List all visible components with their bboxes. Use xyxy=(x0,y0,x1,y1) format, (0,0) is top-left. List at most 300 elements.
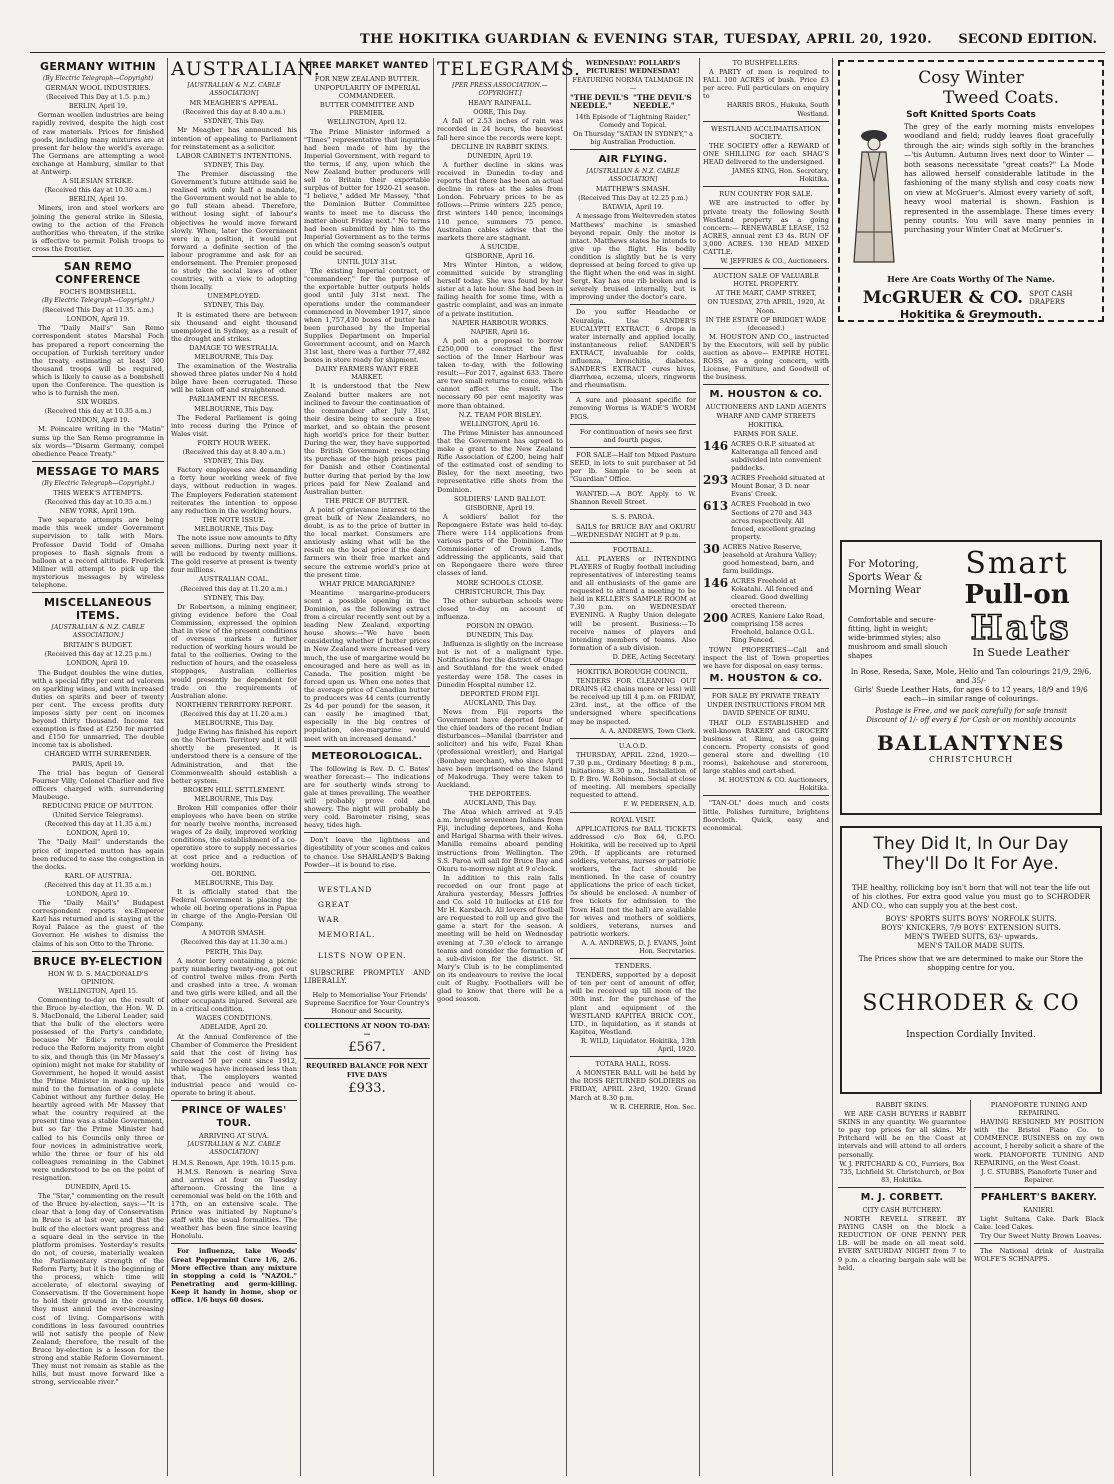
notice-text: THURSDAY, APRIL 22nd, 1920:—7.30 p.m., Ordinary Meeting; 8 p.m., Initiations; 8.30 p.m., Installation of D. P. Bro. W. Robinson. Social at close of meeting. All members specially requested to attend. xyxy=(570,750,696,800)
article-head: A MOTOR SMASH. xyxy=(201,929,267,938)
article-head: HOKITIKA BOROUGH COUNCIL. xyxy=(576,668,690,676)
article-head: NORTHERN TERRITORY REPORT. xyxy=(175,700,293,709)
mcgruer-brand xyxy=(848,288,1094,308)
divider xyxy=(570,542,696,543)
dateline: On Thursday "SATAN IN SYDNEY," a big Australian Production. xyxy=(573,129,693,146)
notice-text: ALL PLAYERS or INTENDING PLAYERS of Rugby football including representatives of interesting teams and all enthusiasts of the game are requested to attend a meeting to be held in KELLER'S SAMPLE ROOM at 7.30 p.m. on WEDNESDAY EVENING. A Rugby Union delegate will be present. Business:—To receive names of players and intending members of teams. Also formation of a sub division. xyxy=(570,554,696,652)
column-free-market xyxy=(304,58,430,1476)
article-body: The Prime Minister has announced that the Government has agreed to make a grant to the New Zealand Rifle Association of £200, being half of the estimated cost of sending to Bisley, for the next meeting, two representative rifle shots from the Dominion. xyxy=(437,428,563,494)
heading: AUSTRALIAN. xyxy=(171,58,321,80)
advert-subtitle: Soft Knitted Sports Coats xyxy=(906,110,1036,120)
article-head: NAPIER HARBOUR WORKS. xyxy=(451,318,549,327)
dateline: H.M.S. Renown, Apr. 19th. 10.15 p.m. xyxy=(172,1158,296,1167)
dateline: MELBOURNE, This Day. xyxy=(194,878,274,887)
hats-big-line: Pull-on xyxy=(964,580,1070,610)
dateline: NEW YORK, April 19th. xyxy=(59,507,137,516)
notice-text: TOWN PROPERTIES—Call and inspect the list of Town properties we have for disposal on easy terms. xyxy=(703,646,829,671)
article-body: German woollen industries are being rapidly revived, despite the high cost of raw materials. Prices for finished goods, including many mixtures are at present far below the world's average. The Germans are attempting a wool exchange at Hamburg, similar to that at Antwerp. xyxy=(32,111,164,177)
signature: J. C. STUBBS, Pianoforte Tuner and Repairer. xyxy=(981,1167,1097,1184)
dateline: PARIS, April 19. xyxy=(72,759,124,768)
article-head: AUCTION SALE OF VALUABLE HOTEL PROPERTY. xyxy=(713,272,819,289)
advert-cta: Inspection Cordially Invited. xyxy=(906,1030,1036,1040)
hats-colours: In Rose, Reseda, Saxe, Mole, Helio and Tan colourings 21/9, 29/6, and 35/- xyxy=(850,667,1092,685)
article-head: SIX WORDS. xyxy=(76,398,120,407)
required-label: REQUIRED BALANCE FOR NEXT FIVE DAYS xyxy=(306,1062,428,1079)
dateline: BERLIN, April 19. xyxy=(68,102,128,111)
subheading: [AUSTRALIAN & N.Z. CABLE ASSOCIATION] xyxy=(187,82,281,98)
subheading: [AUSTRALIAN & N.Z. CABLE ASSOCIATION.] xyxy=(51,624,145,640)
article-body: It is understood that the New Zealand butter makers are not inclined to favour the continuation of the commandeer after July 31st, their desire being to secure a free market, and so obtain the present high world's price for their butter. During the war, they have supported the British Government respecting its purchase of the high prices paid for Danish and other Continental butter during that period by the low prices paid for New Zealand and Australian butter. xyxy=(304,382,430,496)
article-head: DAMAGE TO WESTRALIA. xyxy=(189,343,279,352)
divider xyxy=(171,1243,297,1244)
dateline: WELLINGTON, April 15. xyxy=(58,986,138,995)
article-head: MORE SCHOOLS CLOSE. xyxy=(456,578,544,587)
memorial-subscribe: SUBSCRIBE PROMPTLY AND LIBERALLY. xyxy=(304,968,430,985)
dateline: SYDNEY, This Day. xyxy=(203,160,265,169)
divider xyxy=(304,832,430,833)
brand-tag: SPOT CASH DRAPERS xyxy=(1029,290,1073,306)
article-body: The "Daily Mail" understands the price of imported mutton has again been reduced to ease the congestion in the docks. xyxy=(32,838,164,871)
article-body: A motor lorry containing a picnic party numbering twenty-one, got out of control twelve miles from Perth and crashed into a tree. A woman and two girls were killed, and all the other occupants injured. Several are in a critical condition. xyxy=(171,956,297,1014)
column-rule xyxy=(167,58,168,1476)
advert-title: They Did It, In Our Day xyxy=(873,834,1069,854)
brand-name: BALLANTYNES xyxy=(877,731,1065,755)
brand-name: SCHRODER & CO xyxy=(862,991,1080,1016)
dateline: (Received This Day at 1.5. p.m.) xyxy=(46,93,150,102)
article-head: THE NOTE ISSUE. xyxy=(202,515,266,524)
article-head: UNPOPULARITY OF IMPERIAL COMMANDEER. xyxy=(314,84,420,101)
column-auctions xyxy=(703,58,829,1476)
divider xyxy=(703,688,829,689)
article-body: The Prime Minister informed a "Times" representative that inquiries had been made of him by the Imperial Government, with regard to the terms, if any, upon which the New Zealand butter producers will sell to Britain their exportable surplus of butter for 1920-21 season. "I believe," added Mr Massey, "that the Dominion Butter Committee wants to meet me to discuss the matter about Friday next." No terms had been submitted by him to the Imperial Government as to the terms on which the coming season's output could be secured. xyxy=(304,127,430,257)
article-body: It is estimated there are between six thousand and eight thousand unemployed in Sydney, as a result of the drought and strikes. xyxy=(171,310,297,343)
heading: M. HOUSTON & CO. xyxy=(709,673,823,685)
article-body: Judge Ewing has finished his report on the Northern Territory and it will shortly be presented. It is understood there is a censure of the Administration, and that the Commonwealth should establish a better system. xyxy=(171,728,297,785)
farm-lot xyxy=(703,577,829,609)
dateline: 14th Episode of "Lightning Raider," Comedy and Topical. xyxy=(575,112,691,129)
advert-text: The grey of the early morning mists envelopes woodland and field; ruddy leaves float gracefully through the air; winds sigh softly in the branches—'tis Autumn. Autumn lives next door to Winter — both seasons necessitate "great coats?" La Mode has allowed herself considerable latitude in the fashioning of the many stylish and cosy coats now on view at McGruer's. Almost every variety of soft, heavy wool material is shown. Fashion is represented in the assemblage. These times every penny counts. You will save many pennies in purchasing your Winter Coat at McGruer's. xyxy=(904,122,1094,235)
notice-text: THE SOCIETY offer a REWARD of ONE SHILLING for each SHAG'S HEAD delivered to the undersigned. xyxy=(703,141,829,167)
dateline: GISBORNE, April 16. xyxy=(465,251,535,260)
article-body: The Budget doubles the wine duties, with a special fifty per cent ad valorem on sparkling wines, and with increased duties on spirits and beer of twenty per cent. The excess profits duty imposes sixty per cent on incomes beyond thirty thousand. Income tax exemption is fixed at £250 for married and £150 for unmarried. The double income tax is abolished. xyxy=(32,668,164,750)
article-body: At the Annual Conference of the Chamber of Commerce the President said that the cost of living has increased 50 per cent since 1912, while wages have increased less than that. The employers wanted industrial peace and would co-operate to bring it about. xyxy=(171,1032,297,1098)
hats-desc: Comfortable and secure-fitting, light in weight; wide-brimmed styles; also mushroom and small slouch shapes xyxy=(848,616,948,660)
notice-text: TENDERS, supported by a deposit of ten per cent of amount of offer, will be received up till noon of the 30th inst. for the purchase of the plant and equipment of the WESTLAND KAPITEA BRICK COY., LTD., in liquidation, as it stands at Kapitea, Westland. xyxy=(570,971,696,1036)
dateline: SYDNEY, This Day. xyxy=(203,117,265,126)
memorial-line: WAR xyxy=(318,914,340,924)
article-body: Influenza is slightly on the increase but is not of a malignant type. Notifications for the district of Otago and Southland for the week ended yesterday were 158. The cases in Dunedin Hospital number 12. xyxy=(437,640,563,689)
article-head: FOOTBALL. xyxy=(612,545,654,554)
hats-suede: In Suede Leather xyxy=(972,646,1070,659)
divider xyxy=(32,951,164,952)
notice-text: Try Our Sweet Nutty Brown Loaves. xyxy=(980,1232,1102,1241)
divider xyxy=(974,1187,1104,1188)
notice-text: SAILS for BRUCE BAY and OKURU—WEDNESDAY NIGHT at 9 p.m. xyxy=(570,522,696,539)
article-head: DECLINE IN RABBIT SKINS. xyxy=(451,142,549,151)
signature: W. JEFFRIES & CO., Auctioneers. xyxy=(720,257,829,266)
divider xyxy=(703,121,829,122)
notice-text: WANTED.—A BOY. Apply to W. Shannon Revell Street. xyxy=(570,490,696,507)
dateline: (Received this day at 11.30 a.m.) xyxy=(180,938,288,947)
article-head: POISON IN OPAGO. xyxy=(466,622,534,630)
article-head: THE PRICE OF BUTTER. xyxy=(324,496,410,505)
article-head: N.Z. TEAM FOR BISLEY. xyxy=(458,410,542,419)
farm-lot xyxy=(703,440,829,472)
dateline: AUCKLAND, This Day. xyxy=(463,798,537,807)
article-body: The Atua which arrived at 9.45 a.m. brought seventeen Indians from Fiji, including deportees, and Koha and Harigal Sharma with their wives. Manilla remains aboard pending instructions from Wellington. The S.S. Paroa will sail for Bruce Bay and Okuru to-morrow night at 9 o'clock. xyxy=(437,808,563,873)
column-notices xyxy=(570,58,696,1476)
dateline: LONDON, April 19. xyxy=(66,829,130,838)
heading: BRUCE BY-ELECTION xyxy=(33,954,163,968)
article-head: GERMAN WOOL INDUSTRIES. xyxy=(45,84,151,93)
farm-lot xyxy=(703,474,829,498)
article-body: Meantime margarine-producers scent a possible opening in the Dominion, as the following extract from a circular recently sent out by a leading New Zealand exporting house shows:—"We have been considering whether if butter prices in New Zealand were increased very much, the use of margarine would be encouraged and here as well as in Canada. The position might be forced upon us. When one notes that the average price of Canadian butter to producers was 44 cents (currently 2s 4d per pound) for the season, it can easily be imagined that, especially in the big centres of population, oleo-margarine would meet with an increased demand." xyxy=(304,588,430,743)
dateline: GISBORNE, April 19. xyxy=(465,503,535,512)
article-body: The following is Rev. D. C. Bates' weather forecast:— The indications are for southerly winds strong to gale at times prevailing. The weather will probably prove cold and showery. The night will probably be very cold. Barometer rising, seas heavy, tides high. xyxy=(304,764,430,830)
advert-text: For influenza, take Woods' Great Peppermint Cure 1/6, 2/6. More effective than any mixture in stopping a cold is "NAZOL." Penetrating and germ-killing. Keep it handy in home, shop or office. 1/6 buys 60 doses. xyxy=(171,1247,297,1305)
signature: F. W. PEDERSEN, A.D. xyxy=(623,800,696,809)
article-body: The "Daily Mail's" San Remo correspondent states Marshal Foch has prepared a report concerning the occupation of Turkish territory under the treaty, estimating at least 300 thousand troops will be required, which is likely to cause as a bombshell upon the Conference. The question is who is to furnish the men. xyxy=(32,324,164,398)
notice-text: A PARTY of men is required to FALL 100 ACRES of bush. Price £3 per acre. Full particulars on enquiry to xyxy=(703,68,829,101)
farm-lot-text: ACRES Native Reserve, leasehold at Arahura Valley; good homestead, barn, and farm buildings. xyxy=(722,542,817,576)
farm-lots xyxy=(703,440,829,644)
mcgruer-advert xyxy=(838,60,1104,322)
article-head: REDUCING PRICE OF MUTTON. xyxy=(42,802,154,811)
hats-discount: Discount of 1/- off every £ for Cash or on monthly accounts xyxy=(866,716,1076,724)
divider xyxy=(304,746,430,747)
dateline: (Received this day at 11.35 a.m.) xyxy=(44,880,152,889)
dateline: CITY CASH BUTCHERY. xyxy=(862,1205,942,1214)
subheading: (By Electric Telegraph—Copyright) xyxy=(42,75,154,82)
article-head: FARMS FOR SALE. xyxy=(733,429,799,438)
column-rule xyxy=(300,58,301,1476)
farm-lot-text: ACRES Freehold at Kokatahi. All fenced and cleared. Good dwelling erected thereon. xyxy=(731,577,813,610)
notice-text: HAVING RESIGNED MY POSITION with the Bristol Piano Co. to COMMENCE BUSINESS on my own account, I hereby solicit a share of the work. PIANOFORTE TUNING AND REPAIRING, on the West Coast. xyxy=(974,1118,1104,1167)
memorial-line: MEMORIAL. xyxy=(318,929,376,939)
column-rule xyxy=(970,1100,971,1476)
article-head: ROYAL VISIT. xyxy=(610,815,656,824)
divider xyxy=(570,304,696,305)
ballantynes-advert xyxy=(840,540,1102,815)
dateline: WELLINGTON, April 16. xyxy=(460,419,540,428)
rabbit-skins-advert xyxy=(838,1100,966,1476)
column-germany xyxy=(32,58,164,1476)
article-head: PIANOFORTE TUNING AND REPAIRING. xyxy=(990,1101,1088,1118)
divider xyxy=(703,384,829,385)
divider xyxy=(32,461,164,462)
article-head: TO BUSHFELLERS. xyxy=(732,59,800,67)
advert-text: "TAN-OL" does much and costs little. Polishes furniture, brightens floorcloth. Quick, easy and economical. xyxy=(703,799,829,832)
schroder-item: BOYS' KNICKERS, 7/9 BOYS' EXTENSION SUITS. xyxy=(881,924,1061,932)
notice-text: WE are instructed to offer by private treaty the following South Westland property as a going concern:— RENEWABLE LEASE, 152 ACRES, annual rent £3 4s. RUN OF 3,000 ACRES. 130 HEAD MIXED CATTLE. xyxy=(703,199,829,256)
schroder-items xyxy=(852,915,1090,951)
article-body: M. Poincaire writing in the "Matin" sums up the San Remo programme in six words—"Disarm Germany, compel obedience Peace Treaty." xyxy=(32,425,164,458)
article-head: THE DEPORTEES. xyxy=(468,789,532,798)
hats-big-2 xyxy=(948,610,1094,661)
advert-text: The Prices show that we are determined to make our Store the shopping centre for you. xyxy=(858,955,1084,972)
article-head: A SUICIDE. xyxy=(480,242,520,251)
heading: M. J. CORBETT. xyxy=(860,1191,944,1203)
hats-header xyxy=(848,548,1094,610)
dateline: SYDNEY, This Day. xyxy=(203,457,265,466)
divider xyxy=(838,1187,966,1188)
dateline: BERLIN, April 19. xyxy=(68,195,128,204)
dateline: (United Service Telegrams). xyxy=(52,811,144,820)
heading: FREE MARKET WANTED xyxy=(305,61,429,71)
signature: HARRIS BROS., Hukuka, South Westland. xyxy=(726,101,829,118)
signature: W. R. CHERRIE, Hon. Sec. xyxy=(610,1102,696,1111)
divider xyxy=(570,738,696,739)
article-body: News from Fiji reports the Government have deported four of the chief leaders of the recent Indian disturbances—Manilal (barrister and solicitor) and his wife, Fazal Khan (professional wrestler), and Harigal (Bombay merchant), who since April have been imprisoned on the Island of Makodruga. They were taken to Auckland. xyxy=(437,707,563,789)
divider xyxy=(703,186,829,187)
collection-label: COLLECTIONS AT NOON TO-DAY:— xyxy=(304,1022,430,1039)
article-head: UNTIL JULY 31st. xyxy=(337,258,397,267)
divider xyxy=(304,872,430,873)
article-body: A soldiers' ballot for the Repongaere Estate was held to-day. There were 114 applications from various parts of the Dominion. The Commissioner of Crown Lands, addressing the applicants, said that on Repongaere there were three classes of land. xyxy=(437,512,563,578)
divider xyxy=(171,1100,297,1101)
masthead-edition: SECOND EDITION. xyxy=(958,32,1097,47)
dateline: AUCKLAND, This Day. xyxy=(463,698,537,707)
signature: R. WILD, Liquidator. Hokitika, 13th April, 1920. xyxy=(581,1036,696,1054)
signature: W. J. PRITCHARD & CO., Furriers, Box 735, Lichfield St. Christchurch, or Box 83, Hokitika. xyxy=(839,1159,965,1184)
farm-lot-number: 30 xyxy=(703,541,720,556)
notice-text: FOR SALE—Half ton Mixed Pasture SEED, in lots to suit purchaser at 5d per lb. Sample to be seen at "Guardian" Office. xyxy=(570,450,696,484)
collection-value: £567. xyxy=(348,1040,386,1056)
divider xyxy=(570,664,696,665)
divider xyxy=(32,592,164,593)
article-head: MATTHEW'S SMASH. xyxy=(595,185,671,194)
hats-big xyxy=(940,548,1094,610)
article-body: The Premier discussing the Government's future attitude said he realised with only half a mandate, the Government would not be able to go full steam ahead. Therefore, without losing sight of labour's objectives he would move forward slowly. When, later the Government were in a position, it would put forward a definite section of the labour programme and ask for an endorsement. The Premier proposed to study the social laws of other countries, with a view to adopting them locally. xyxy=(171,169,297,292)
dateline: LONDON, April 19. xyxy=(66,659,130,668)
article-head: CHARGED WITH SURRENDER. xyxy=(44,750,152,759)
dateline: MELBOURNE, This Day. xyxy=(194,404,274,413)
dateline: AUCTIONEERS AND LAND AGENTS xyxy=(705,403,827,412)
dateline: AT THE MART, CAMP STREET, xyxy=(715,289,817,298)
heading: M. HOUSTON & CO. xyxy=(709,389,823,401)
farm-lot-number: 613 xyxy=(703,499,729,514)
article-head: BRITAIN'S BUDGET. xyxy=(63,641,133,650)
article-body: It is officially stated that the Federal Government is placing the whole oil boring operations in Papua in charge of the Anglo-Persian Oil Company. xyxy=(171,887,297,929)
masthead-title: THE HOKITIKA GUARDIAN & EVENING STAR, TUESDAY, APRIL 20, 1920. xyxy=(360,32,933,47)
memorial-line: LISTS NOW OPEN. xyxy=(318,950,407,960)
film-title: "THE DEVIL'S NEEDLE." xyxy=(570,93,629,111)
dateline: (Received This Day at 12.25 p.m.) xyxy=(578,194,688,203)
advert-body xyxy=(848,122,1094,272)
hats-big-line: Hats xyxy=(970,608,1072,648)
article-body: Miners, iron and steel workers are joining the general strike in Silesia, owing to the action of the French authorities who threaten, if the strike is effective to permit Polish troops to cross the frontier. xyxy=(32,204,164,253)
farm-lot xyxy=(703,500,829,540)
farm-lot-number: 146 xyxy=(703,576,729,591)
article-head: UNEMPLOYED. xyxy=(207,292,261,301)
brand-city: CHRISTCHURCH xyxy=(928,755,1014,764)
advert-title: They'll Do It For Aye. xyxy=(883,854,1059,874)
dateline: (Received this day at 11.20 a.m.) xyxy=(180,709,288,718)
article-head: WESTLAND ACCLIMATISATION SOCIETY. xyxy=(711,124,821,141)
heading: GERMANY WITHIN xyxy=(40,60,156,73)
signature: A. A. ANDREWS, D. J. EVANS, Joint Hon. Secretaries. xyxy=(581,938,696,955)
advert-text: A sure and pleasant specific for removing Worms is WADE'S WORM FIGS. xyxy=(570,396,696,421)
article-body: The note issue now amounts to fifty seven millions. During next year it will be reduced by twenty millions. The gold reserve at present is twenty four millions. xyxy=(171,533,297,575)
pictures-banner: WEDNESDAY! POLLARD'S PICTURES! WEDNESDAY! xyxy=(585,59,681,76)
article-body: A message from Weltevreden states Matthews' machine is smashed beyond repair. Only the motor is intact. Matthews states he intends to give up the flight. His bodily condition is slightly but he is very depressed at being forced to give up the flight when the end was in sight. Sergt. Kay has one rib broken and is severely bruised internally, but is improving under the doctor's care. xyxy=(570,212,696,302)
dateline: KANIERI. xyxy=(1023,1205,1055,1214)
article-head: ARRIVING AT SUVA. xyxy=(199,1132,269,1141)
farm-lot xyxy=(703,612,829,644)
article-body: The existing Imperial contract, or "commandeer," for the purpose of the exportable butter outputs holds good until July 31st next. The operations under the commandeer commenced in November 1917, since when 1,757,430 boxes of butter has been purchased by the Imperial Supplies Department on Imperial Government account, and on March 31st last, there was a further 77,482 boxes in store ready for shipment. xyxy=(304,267,430,365)
dateline: (Received this day at 10.35 a.m.) xyxy=(44,407,152,416)
article-body: The other suburban schools were closed to-day on account of influenza. xyxy=(437,596,563,621)
article-head: HEAVY RAINFALL. xyxy=(468,99,532,108)
farm-lot xyxy=(703,543,829,575)
article-head: FORTY HOUR WEEK. xyxy=(197,438,271,447)
subheading: [AUSTRALIAN & N.Z. CABLE ASSOCIATION] xyxy=(187,1141,281,1157)
article-head: FOR SALE BY PRIVATE TREATY xyxy=(711,692,821,701)
divider xyxy=(570,486,696,487)
hats-body xyxy=(848,610,1094,661)
divider xyxy=(570,424,696,425)
pianoforte-advert xyxy=(974,1100,1104,1476)
article-head: WAGES CONDITIONS. xyxy=(195,1014,273,1023)
dateline: MELBOURNE, This Day. xyxy=(194,524,274,533)
farm-lot-number: 293 xyxy=(703,473,729,488)
memorial-advert xyxy=(304,876,430,963)
brand-towns: Hokitika & Greymouth. xyxy=(899,308,1043,321)
dateline: (Received this day at 8.40 a.m.) xyxy=(182,448,286,457)
dateline: LONDON, April 19. xyxy=(66,889,130,898)
film-title: "THE DEVIL'S NEEDLE." xyxy=(633,93,692,111)
article-head: OIL BORING. xyxy=(211,869,257,878)
dateline: FEATURING NORMA TALMADGE IN— xyxy=(572,76,694,93)
column-rule xyxy=(433,58,434,1476)
signature: D. DEE, Acting Secretary. xyxy=(612,652,696,661)
heading: PRINCE OF WALES' TOUR. xyxy=(181,1105,287,1130)
heading: MISCELLANEOUS ITEMS. xyxy=(44,596,152,623)
column-rule xyxy=(566,58,567,1476)
heading: MESSAGE TO MARS xyxy=(36,464,160,478)
article-body: A point of grievance interest to the great bulk of New Zealanders, no doubt, is as to the price of butter in the local market. Consumers are anxiously asking what will be the result on the local price if the dairy farmers win their free market and secure the extreme world's price at the present time. xyxy=(304,505,430,579)
required-value: £933. xyxy=(348,1080,386,1096)
notice-text: THAT OLD ESTABLISHED and well-known BAKERY and GROCERY business at Rimu, as a going concern. Property consists of good general store and dwelling (10 rooms), bakehouse and storeroom, large stables and cart-shed. xyxy=(703,718,829,776)
article-head: MR MEAGHER'S APPEAL. xyxy=(189,99,279,108)
article-head: DEPORTED FROM FIJI. xyxy=(460,689,540,698)
article-body: The trial has begun of General Fourner Villy, Colonel Charlier and five officers charged with surrendering Maubeuge. xyxy=(32,768,164,801)
heading: METEOROLOGICAL. xyxy=(311,750,423,762)
farm-lot-text: ACRES Freehold in two Sections of 270 and 343 acres respectively. All fenced, excellent grazing property. xyxy=(731,500,816,541)
divider xyxy=(32,256,164,257)
article-head: FOR NEW ZEALAND BUTTER. xyxy=(314,75,420,83)
advert-title: Tweed Coats. xyxy=(942,88,1060,108)
dateline: NAPIER, April 16. xyxy=(470,327,530,336)
article-head: U.A.O.D. xyxy=(618,741,648,750)
article-head: LABOR CABINET'S INTENTIONS. xyxy=(176,151,292,160)
farm-lot-number: 200 xyxy=(703,610,729,625)
article-head: KARL OF AUSTRIA. xyxy=(64,871,132,880)
article-body: Mr Meagher has announced his intention of appealing to Parliament for reinstatement as a solicitor. xyxy=(171,126,297,151)
schroder-item: MEN'S TAILOR MADE SUITS. xyxy=(917,942,1025,950)
dateline: DUNEDIN, This Day. xyxy=(466,631,534,640)
divider xyxy=(570,447,696,448)
divider xyxy=(703,268,829,269)
dateline: MELBOURNE, This Day. xyxy=(194,719,274,728)
column-rule xyxy=(699,58,700,1476)
divider xyxy=(570,1056,696,1057)
heading: AIR FLYING. xyxy=(598,153,668,165)
notice-text: M. HOUSTON AND CO., instructed by the Executors, will sell by public auction as above— EMPIRE HOTEL ROSS, as a going concern, with License, Furniture, and Goodwill of the business. xyxy=(703,332,829,382)
farm-lot-text: ACRES O.R.P. situated at Kaiteranga all fenced and subdivided into convenient paddocks. xyxy=(731,439,822,473)
dateline: LONDON, April 19. xyxy=(66,315,130,324)
column-australian xyxy=(171,58,321,1476)
article-body: Commenting to-day on the result of the Bruce by-election, the Hon. W. D. S. MacDonald, the Liberal Leader, said that the bulk of the electors were possessed of the Party's candidate, because Mr Edie's return would reduce the Reform majority from eight to six, and though this (in Mr Massey's opinion) might not make for stability of Government, he hoped it would assist the Prime Minister in making up his mind to the formation of a complete Cabinet without any further delay. He heartily agreed with Mr Massey that what the country required at the present time was a stable Government, but so far the Prime Minister had called to his Councils only three or four novices in administrative work, while the three or four of his old colleagues remaining in the Cabinet were understood to be on the point of resignation. xyxy=(32,995,164,1182)
article-body: In addition to this rain falls recorded on our front page at Arahura yesterday, Messrs Jeffries and Co. sold 10 bullocks at £16 for Mr H. Karsbach. All lovers of football are requested to roll up and give the game a start for the season. A meeting will be held on Wednesday evening at 7.30 o'clock to arrange teams and consider the formation of a sub-division for the district. St. Mary's Club is to be complimented on its endeavours to revive the local cult of Rugby. Footballers will be glad to know that there will be a good season. xyxy=(437,873,563,1004)
farm-lot-text: ACRES, Kaniere Lake Road, comprising 158 acres Freehold, balance O.G.L. Ring Fenced. xyxy=(731,611,825,644)
article-body: Factory employees are demanding a forty hour working week of five days, without reduction in wages. The Employers Federation statement reiterates the intention to oppose any reduction in the working hours. xyxy=(171,466,297,515)
article-head: TOTARA HALL, ROSS. xyxy=(595,1060,671,1069)
farm-lot-text: ACRES Freehold situated at Mount Bonar, 3 D. near Evans' Creek. xyxy=(731,474,826,499)
article-body: Broken Hill companies offer their employees who have been on strike for nearly twelve months, increased wages of 2s daily, improved working conditions, the establishment of a co-operative store to supply necessaries at cost price and a reduction of working hours. xyxy=(171,803,297,869)
dateline: (Received this day at 10.30 a.m.) xyxy=(44,186,152,195)
dateline: BATAVIA, April 19. xyxy=(602,203,664,212)
article-body: The "Star," commenting on the result of the Bruce by-election, says:—"It is clear that a long day of Conservatism in Bruce is at last over, and that the bulk of the electors want progress and a square deal in the service in the platform promises. Yesterday's results do not, of course, materially weaken the Parliamentary strength of the Reform Party, but it is the beginning of the process, which time will accelerate, of electoral swaying of Conservatism. If the Government hope to hold their ground in the country, they must annul the ever-increasing cost of living. Comparisons with conditions in less favoured countries will not satisfy the people of New Zealand; therefore, the result of the Bruce by-election is a lesson for the strong and stable Reform Government. They must not remain as stable as the hills, but must move forward like a strong, serviceable river." xyxy=(32,1192,164,1387)
advert-text: THE healthy, rollicking boy isn't born that will not tear the life out of his clothes. For extra good value you must go to SCHRODER AND CO., who can supply you at the best cost. xyxy=(852,884,1090,910)
article-body: A fall of 2.53 inches of rain was recorded in 24 hours, the heaviest fall here since the records were kept. xyxy=(437,117,563,142)
article-head: BUTTER COMMITTEE AND PREMIER. xyxy=(319,101,415,118)
divider xyxy=(304,1018,430,1019)
divider xyxy=(304,1058,430,1059)
divider xyxy=(570,149,696,150)
dateline: (Received this day at 11.20 a.m.) xyxy=(180,584,288,593)
notice-text: APPLICATIONS for BALL TICKETS addressed c/o Box 64, G.P.O. Hokitika, will be received up to April 29th. If applicants are returned soldiers, veterans, nurses or patriotic workers, the fact should be mentioned. In the case of country applications the price of each ticket, 5s should be enclosed. A number of free tickets for admission to the Town Hall (not the ball) are available for wives and mothers of soldiers, soldiers, veterans, nurses and patriotic workers. xyxy=(570,824,696,938)
masthead xyxy=(30,30,1105,53)
article-head: HON W. D. S. MACDONALD'S OPINION. xyxy=(47,969,149,986)
dateline: SYDNEY, This Day. xyxy=(203,301,265,310)
hats-left-text: For Motoring, Sports Wear & Morning Wear xyxy=(848,559,923,596)
memorial-line: GREAT xyxy=(318,899,351,909)
article-body: The Federal Parliament is going into recess during the Prince of Wales visit. xyxy=(171,413,297,438)
article-head: DAIRY FARMERS WANT FREE MARKET. xyxy=(315,365,419,382)
dateline: LONDON, April 19. xyxy=(66,416,130,425)
advert-text: The National drink of Australia WOLFE'S SCHNAPPS. xyxy=(974,1247,1104,1264)
article-head: A SILESIAN STRIKE. xyxy=(62,177,134,186)
notice-text: A MONSTER BALL will be held by the ROSS RETURNED SOLDIERS on FRIDAY, APRIL 23rd, 1920. Grand March at 8.30 p.m. xyxy=(570,1069,696,1102)
divider xyxy=(570,392,696,393)
column-telegrams xyxy=(437,58,582,1476)
notice-text: WE ARE CASH BUYERS if RABBIT SKINS in any quantity. We guarantee to pay top prices for all skins. Mr Pritchard will be on the Coast at intervals and will attend to all orders personally. xyxy=(838,1110,966,1159)
dateline: (Received This Day at 11.35. a.m.) xyxy=(42,306,154,315)
memorial-help: Help to Memorialise Your Friends' Supreme Sacrifice for Your Country's Honour and Security. xyxy=(304,990,430,1016)
notice-text: Light Sultana Cake. Dark Black Cake. Iced Cakes. xyxy=(974,1215,1104,1232)
column-rule xyxy=(832,58,833,1476)
divider xyxy=(570,958,696,959)
article-head: AUSTRALIAN COAL. xyxy=(198,575,270,584)
memorial-line: WESTLAND xyxy=(318,884,373,894)
subheading: [AUSTRALIAN & N.Z. CABLE ASSOCIATION] xyxy=(586,167,680,184)
dateline: (Received this day at 12.25 p.m.) xyxy=(44,650,152,659)
divider xyxy=(974,1243,1104,1244)
dateline: IN THE ESTATE OF BRIDGET WADE (deceased.) xyxy=(705,315,827,332)
schroder-item: MEN'S TWEED SUITS, 63/- upwards. xyxy=(904,933,1038,941)
subheading: [PER PRESS ASSOCIATION.—COPYRIGHT.] xyxy=(452,82,548,98)
dateline: CHRISTCHURCH, This Day. xyxy=(454,587,546,596)
hats-girls: Girls' Suede Leather Hats, for ages 6 to 12 years, 18/9 and 19/6 each—in similar range of colourings. xyxy=(854,685,1088,703)
article-head: PARLIAMENT IN RECESS. xyxy=(188,395,280,404)
subheading: (By Electric Telegraph—Copyright.) xyxy=(41,479,155,487)
advert-title: Cosy Winter xyxy=(918,68,1024,88)
article-head: FOCH'S BOMBSHELL. xyxy=(59,287,137,296)
article-body: The examination of the Westralia showed three plates under No 4 hold bilge have been corrugated. These will be taken off and straightened. xyxy=(171,362,297,395)
dateline: MELBOURNE, This Day. xyxy=(194,353,274,361)
article-body: The "Daily Mail's" Budapest correspondent reports ex-Emperor Karl has returned and is staying at the Royal Palace as the guest of the Governor. He wishes to dismiss the claims of his son Otto to the Throne. xyxy=(32,899,164,948)
